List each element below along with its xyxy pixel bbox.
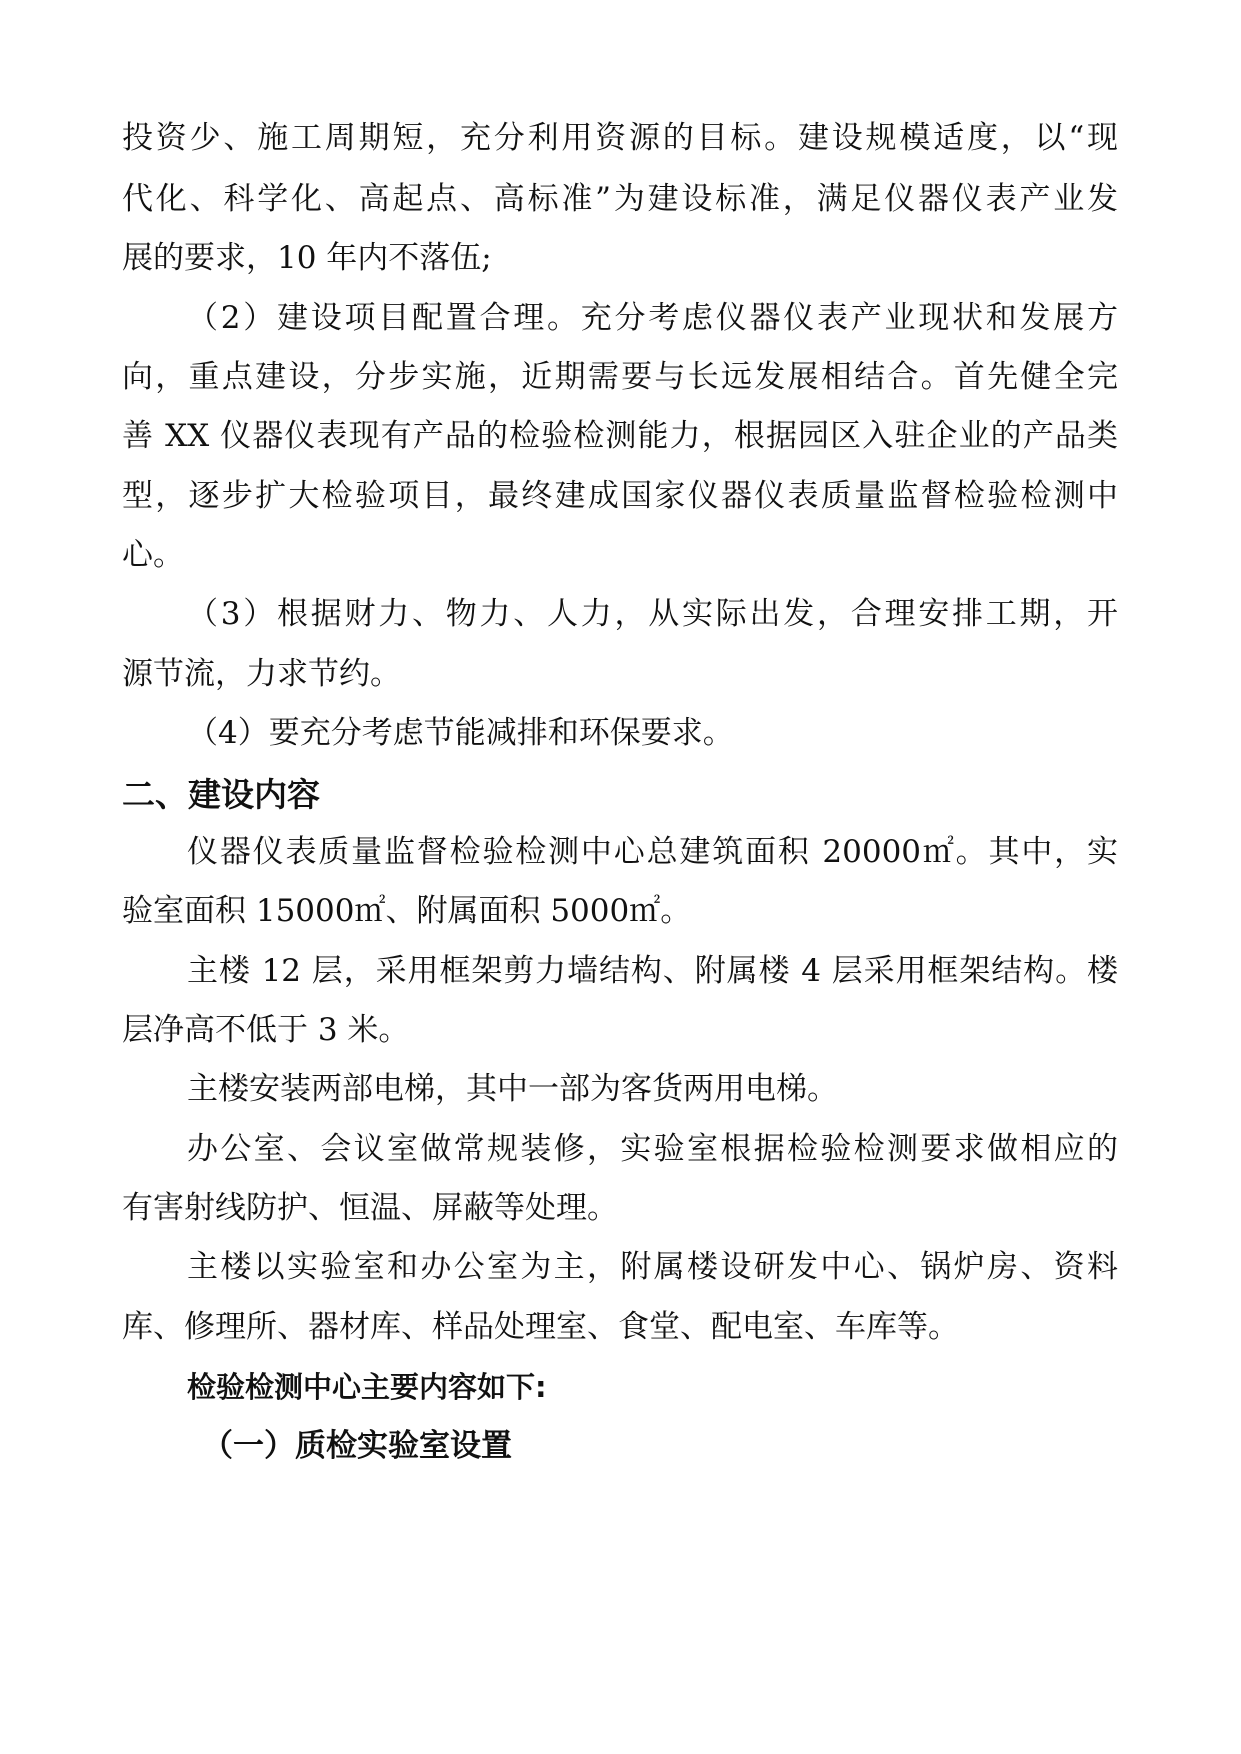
paragraph-line: （2）建设项目配置合理。充分考虑仪器仪表产业现状和发展方 xyxy=(187,300,1118,336)
paragraph-line: 展的要求，10 年内不落伍; xyxy=(122,240,492,276)
paragraph-line: 型，逐步扩大检验项目，最终建成国家仪器仪表质量监督检验检测中 xyxy=(122,478,1118,514)
paragraph-line: 库、修理所、器材库、样品处理室、食堂、配电室、车库等。 xyxy=(122,1309,959,1345)
paragraph-line: （4）要充分考虑节能减排和环保要求。 xyxy=(187,715,734,751)
subsection-heading: （一）质检实验室设置 xyxy=(202,1428,512,1464)
paragraph-line: 办公室、会议室做常规装修，实验室根据检验检测要求做相应的 xyxy=(187,1131,1118,1167)
paragraph-line: 仪器仪表质量监督检验检测中心总建筑面积 20000㎡。其中，实 xyxy=(187,834,1118,870)
paragraph-line: 有害射线防护、恒温、屏蔽等处理。 xyxy=(122,1190,618,1226)
paragraph-line: 主楼以实验室和办公室为主，附属楼设研发中心、锅炉房、资料 xyxy=(187,1249,1118,1285)
paragraph-line: 主楼安装两部电梯，其中一部为客货两用电梯。 xyxy=(187,1071,838,1107)
paragraph-line: 心。 xyxy=(122,537,184,573)
paragraph-line: 投资少、施工周期短，充分利用资源的目标。建设规模适度，以“现 xyxy=(122,120,1118,156)
paragraph-line: 验室面积 15000㎡、附属面积 5000㎡。 xyxy=(122,893,692,929)
paragraph-line: 源节流，力求节约。 xyxy=(122,656,401,692)
paragraph-line: 向，重点建设，分步实施，近期需要与长远发展相结合。首先健全完 xyxy=(122,359,1118,395)
section-heading: 二、建设内容 xyxy=(122,775,320,814)
paragraph-line: 层净高不低于 3 米。 xyxy=(122,1012,410,1048)
content-lead: 检验检测中心主要内容如下: xyxy=(187,1370,547,1404)
paragraph-line: 善 XX 仪器仪表现有产品的检验检测能力，根据园区入驻企业的产品类 xyxy=(122,418,1118,454)
paragraph-line: （3）根据财力、物力、人力，从实际出发，合理安排工期，开 xyxy=(187,596,1118,632)
paragraph-line: 代化、科学化、高起点、高标准”为建设标准，满足仪器仪表产业发 xyxy=(122,181,1118,217)
paragraph-line: 主楼 12 层，采用框架剪力墙结构、附属楼 4 层采用框架结构。楼 xyxy=(187,953,1118,989)
